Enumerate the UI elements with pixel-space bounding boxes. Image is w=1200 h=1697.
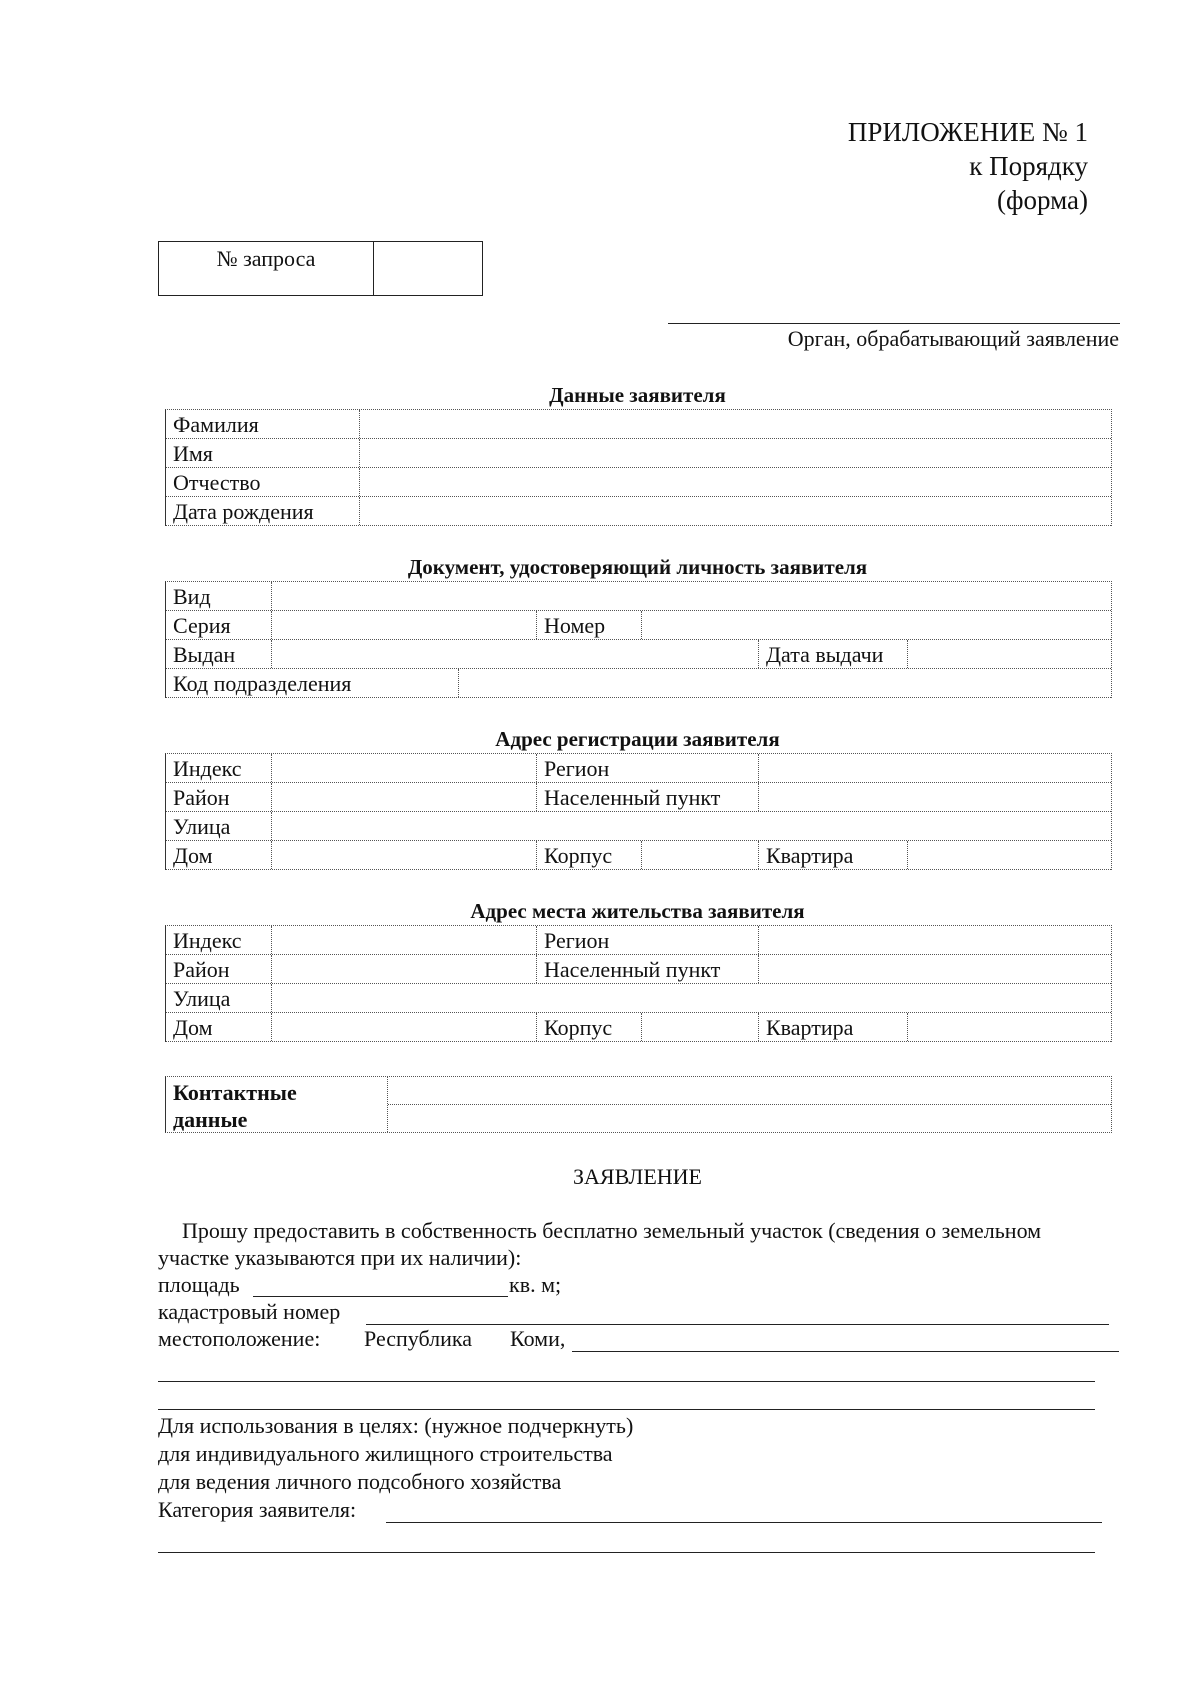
res-index-label: Индекс xyxy=(173,928,242,953)
reg-district-field[interactable] xyxy=(271,783,536,811)
reg-index-label: Индекс xyxy=(173,756,242,781)
location-field-line2[interactable] xyxy=(158,1381,1095,1382)
category-field[interactable] xyxy=(386,1522,1102,1523)
application-paragraph-line2: участке указываются при их наличии): xyxy=(158,1245,522,1270)
table-row xyxy=(166,410,1111,439)
applicant-section-title: Данные заявителя xyxy=(549,383,726,407)
doc-type-field[interactable] xyxy=(271,582,1111,610)
contacts-table xyxy=(165,1076,1112,1133)
name-field[interactable] xyxy=(359,439,1111,467)
table-row xyxy=(166,439,1111,468)
res-region-label: Регион xyxy=(536,926,758,954)
patronymic-label: Отчество xyxy=(173,470,261,495)
table-row xyxy=(166,640,1111,669)
contacts-label-line1: Контактные xyxy=(173,1080,297,1105)
application-paragraph-line1: Прошу предоставить в собственность бесплатно земельный участок (сведения о земельном xyxy=(182,1218,1042,1243)
division-code-field[interactable] xyxy=(458,669,1111,697)
res-address-section-title: Адрес места жительства заявителя xyxy=(470,899,805,923)
contacts-label-line2: данные xyxy=(173,1107,248,1132)
res-district-field[interactable] xyxy=(271,955,536,983)
table-row xyxy=(166,754,1111,783)
doc-issue-date-field[interactable] xyxy=(907,640,1111,668)
res-apartment-label: Квартира xyxy=(758,1013,907,1041)
reg-address-section-title: Адрес регистрации заявителя xyxy=(495,727,780,751)
res-building-field[interactable] xyxy=(641,1013,758,1041)
area-unit: кв. м; xyxy=(509,1272,562,1297)
res-house-label: Дом xyxy=(173,1015,213,1040)
doc-number-label: Номер xyxy=(536,611,641,639)
res-street-label: Улица xyxy=(173,986,231,1011)
application-title: ЗАЯВЛЕНИЕ xyxy=(573,1164,702,1189)
organ-label: Орган, обрабатывающий заявление xyxy=(787,326,1119,351)
res-locality-field[interactable] xyxy=(758,955,1111,983)
purpose-label: Для использования в целях: (нужное подчеркнуть) xyxy=(158,1413,634,1438)
reg-locality-label: Населенный пункт xyxy=(536,783,758,811)
birthdate-field[interactable] xyxy=(359,497,1111,525)
reg-apartment-label: Квартира xyxy=(758,841,907,869)
contact-field-2[interactable] xyxy=(388,1104,1111,1132)
request-number-field[interactable] xyxy=(374,242,482,295)
table-row xyxy=(166,1013,1111,1042)
doc-series-label: Серия xyxy=(173,613,231,638)
doc-issued-label: Выдан xyxy=(173,642,236,667)
reg-building-field[interactable] xyxy=(641,841,758,869)
location-komi: Коми, xyxy=(510,1326,566,1351)
table-row xyxy=(166,611,1111,640)
identity-doc-table xyxy=(165,581,1112,698)
res-building-label: Корпус xyxy=(536,1013,641,1041)
table-row xyxy=(166,812,1111,841)
table-row xyxy=(166,669,1111,698)
reg-house-label: Дом xyxy=(173,843,213,868)
reg-street-field[interactable] xyxy=(271,812,1111,840)
reg-index-field[interactable] xyxy=(271,754,536,782)
res-apartment-field[interactable] xyxy=(907,1013,1111,1041)
appendix-subtitle: к Порядку xyxy=(969,151,1088,181)
doc-number-field[interactable] xyxy=(641,611,1111,639)
category-field-line2[interactable] xyxy=(158,1552,1095,1553)
reg-address-table xyxy=(165,753,1112,870)
table-row xyxy=(166,841,1111,870)
res-house-field[interactable] xyxy=(271,1013,536,1041)
reg-region-label: Регион xyxy=(536,754,758,782)
organ-field-line[interactable] xyxy=(668,323,1120,324)
request-number-box xyxy=(158,241,483,296)
reg-apartment-field[interactable] xyxy=(907,841,1111,869)
name-label: Имя xyxy=(173,441,213,466)
reg-house-field[interactable] xyxy=(271,841,536,869)
purpose-option-housing[interactable]: для индивидуального жилищного строительства xyxy=(158,1441,613,1466)
location-republic: Республика xyxy=(364,1326,473,1351)
location-field-line3[interactable] xyxy=(158,1409,1095,1410)
table-row xyxy=(166,984,1111,1013)
location-field[interactable] xyxy=(572,1351,1119,1352)
patronymic-field[interactable] xyxy=(359,468,1111,496)
reg-building-label: Корпус xyxy=(536,841,641,869)
res-address-table xyxy=(165,925,1112,1042)
appendix-form-note: (форма) xyxy=(997,185,1088,215)
doc-issue-date-label: Дата выдачи xyxy=(758,640,907,668)
reg-district-label: Район xyxy=(173,785,230,810)
table-row xyxy=(166,926,1111,955)
contacts-fields xyxy=(388,1077,1111,1132)
cadastral-label: кадастровый номер xyxy=(158,1299,341,1324)
contact-field-1[interactable] xyxy=(388,1077,1111,1104)
applicant-table xyxy=(165,409,1112,526)
surname-label: Фамилия xyxy=(173,412,259,437)
surname-field[interactable] xyxy=(359,410,1111,438)
table-row xyxy=(166,783,1111,812)
purpose-option-farming[interactable]: для ведения личного подсобного хозяйства xyxy=(158,1469,562,1494)
doc-issued-field[interactable] xyxy=(271,640,758,668)
table-row xyxy=(166,955,1111,984)
res-region-field[interactable] xyxy=(758,926,1111,954)
division-code-label: Код подразделения xyxy=(173,671,352,696)
table-row xyxy=(166,582,1111,611)
area-label: площадь xyxy=(158,1272,240,1297)
res-street-field[interactable] xyxy=(271,984,1111,1012)
identity-doc-section-title: Документ, удостоверяющий личность заявителя xyxy=(407,555,868,579)
doc-series-field[interactable] xyxy=(271,611,536,639)
area-field[interactable] xyxy=(253,1296,508,1297)
reg-region-field[interactable] xyxy=(758,754,1111,782)
location-label: местоположение: xyxy=(158,1326,321,1351)
table-row xyxy=(166,497,1111,526)
res-district-label: Район xyxy=(173,957,230,982)
appendix-title: ПРИЛОЖЕНИЕ № 1 xyxy=(847,117,1088,147)
doc-type-label: Вид xyxy=(173,584,211,609)
request-number-label: № запроса xyxy=(159,242,374,295)
cadastral-field[interactable] xyxy=(366,1324,1109,1325)
category-label: Категория заявителя: xyxy=(158,1497,357,1522)
res-locality-label: Населенный пункт xyxy=(536,955,758,983)
res-index-field[interactable] xyxy=(271,926,536,954)
reg-locality-field[interactable] xyxy=(758,783,1111,811)
birthdate-label: Дата рождения xyxy=(173,499,314,524)
table-row xyxy=(166,468,1111,497)
contacts-label xyxy=(166,1077,388,1132)
reg-street-label: Улица xyxy=(173,814,231,839)
